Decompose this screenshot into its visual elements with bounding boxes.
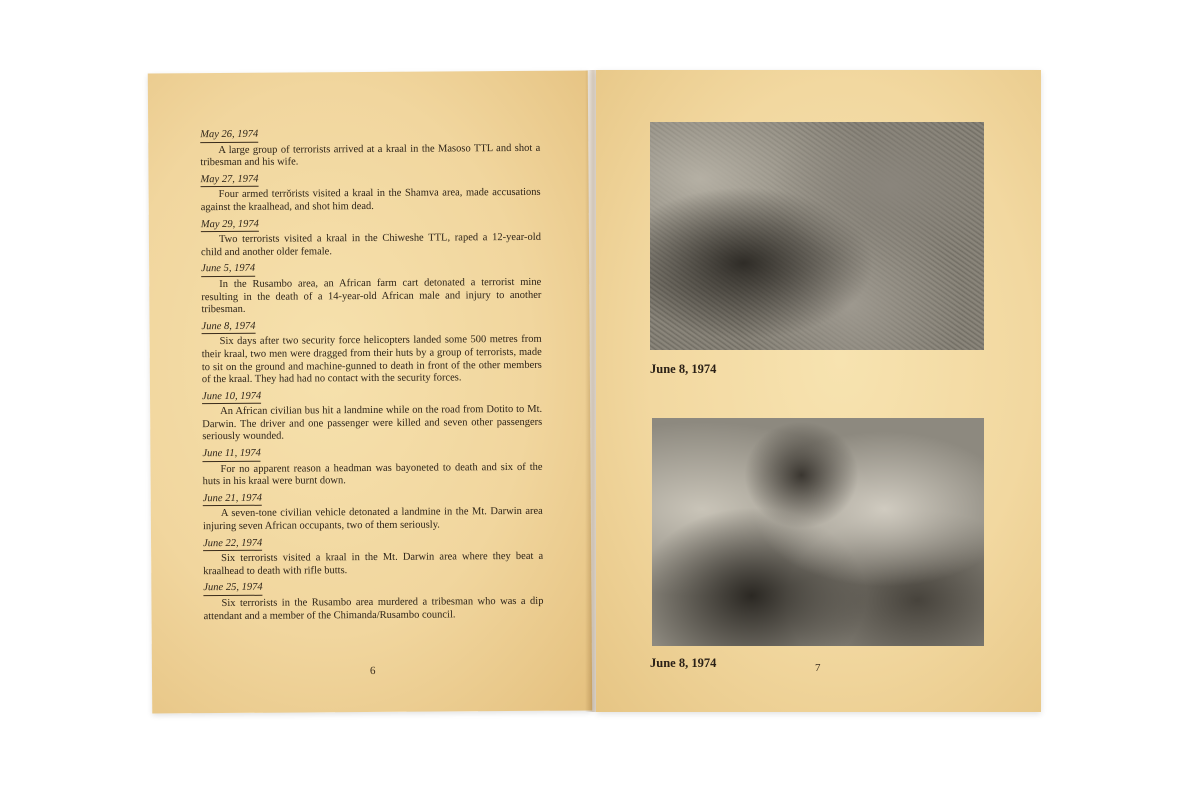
entry <box>203 580 543 623</box>
entry-text: Six terrorists visited a kraal in the Mt. Darwin area where they beat a kraalhead to death with rifle butts. <box>203 551 544 577</box>
photo <box>650 122 984 350</box>
entry-date: June 22, 1974 <box>203 537 262 551</box>
entry <box>202 388 542 444</box>
entry-date: May 26, 1974 <box>200 129 258 143</box>
entry <box>203 535 543 578</box>
entry <box>201 216 541 259</box>
entry-text: Six days after two security force helicopters landed some 500 metres from their kraal, two men were dragged from their huts by a group of terrorists, made to sit on the ground and machine-gunned to death in front of the other members of the kraal. They had had no contact with the security forces. <box>201 334 542 386</box>
entry-text: For no apparent reason a headman was bayoneted to death and six of the huts in his kraal were burnt down. <box>202 461 543 488</box>
entry-date: June 11, 1974 <box>202 448 261 462</box>
entry <box>200 172 540 215</box>
photo-caption: June 8, 1974 <box>650 656 717 670</box>
entry-date: June 10, 1974 <box>202 390 261 404</box>
page-number: 7 <box>815 662 821 674</box>
entry <box>200 127 540 170</box>
entry <box>203 491 543 534</box>
entry-date: June 21, 1974 <box>203 493 262 507</box>
entry <box>202 446 542 489</box>
entry-text: Two terrorists visited a kraal in the Chiweshe TTL, raped a 12-year-old child and another older female. <box>200 231 541 258</box>
entry-date: May 27, 1974 <box>200 174 258 188</box>
page-number: 6 <box>369 664 376 678</box>
entry-list <box>200 127 543 628</box>
photo-caption: June 8, 1974 <box>650 362 717 376</box>
entry-text: An African civilian bus hit a landmine while on the road from Dotito to Mt. Darwin. The driver and one passenger were killed and seven other passengers seriously wounded. <box>202 404 543 443</box>
left-page <box>148 70 592 713</box>
entry-text: Four armed terrŏrists visited a kraal in the Shamva area, made accusations against the kraalhead, and shot him dead. <box>200 187 541 214</box>
photo <box>652 418 984 646</box>
entry <box>201 261 541 317</box>
entry-text: In the Rusambo area, an African farm cart detonated a terrorist mine resulting in the death of a 14-year-old African male and injury to another tribesman. <box>201 276 542 316</box>
entry-date: June 8, 1974 <box>201 321 255 335</box>
entry-text: Six terrorists in the Rusambo area murdered a tribesman who was a dip attendant and a member of the Chimanda/Rusambo council. <box>203 595 544 622</box>
entry-date: May 29, 1974 <box>201 218 259 232</box>
entry-text: A seven-tone civilian vehicle detonated a landmine in the Mt. Darwin area injuring seven African occupants, two of them seriously. <box>202 506 543 533</box>
entry-date: June 25, 1974 <box>203 582 262 596</box>
entry <box>201 319 541 387</box>
entry-text: A large group of terrorists arrived at a kraal in the Masoso TTL and shot a tribesman and his wife. <box>200 142 541 169</box>
right-page <box>596 70 1041 712</box>
entry-date: June 5, 1974 <box>201 263 255 277</box>
